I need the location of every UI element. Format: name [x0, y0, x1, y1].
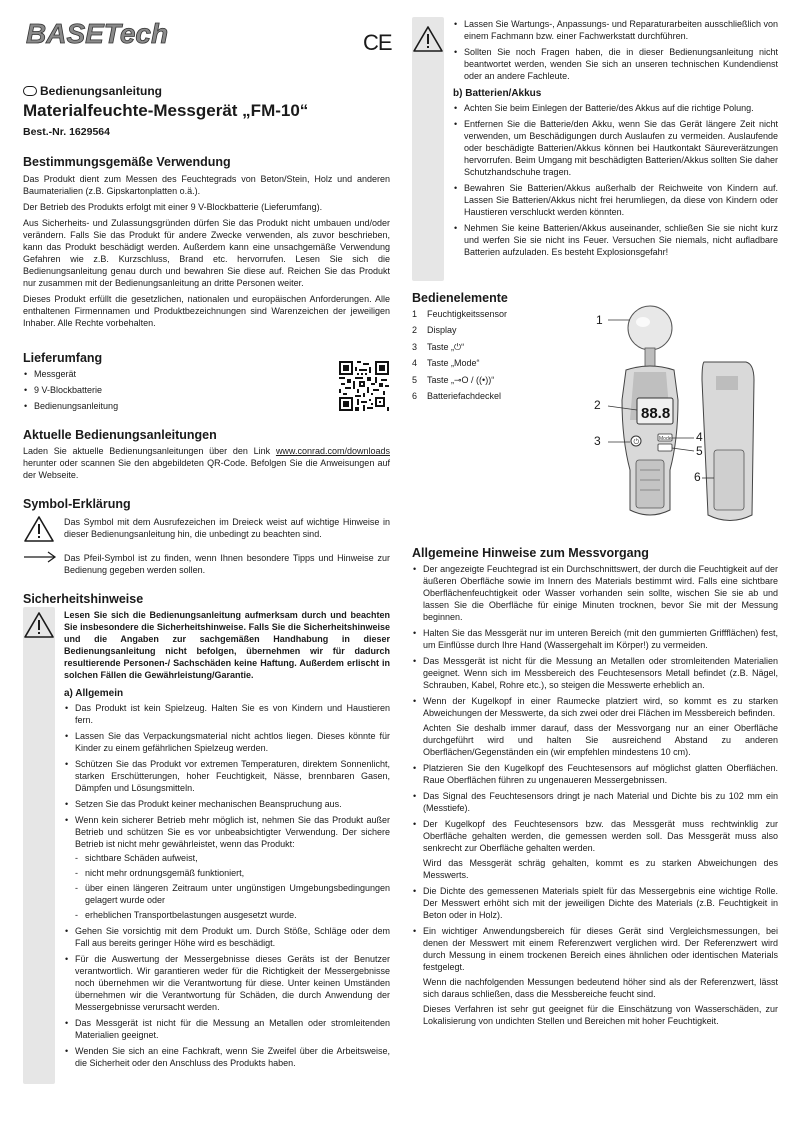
- list-item-text: Der Kugelkopf des Feuchtesensors bzw. das Messgerät muss rechtwinklig zur Oberfläche gehalten werden, die gemessen werden soll. Das Messgerät muss also senkrecht zur Oberfläche gehalten werden.: [423, 819, 778, 853]
- list-item-text: Ein wichtiger Anwendungsbereich für dieses Gerät sind Vergleichsmessungen, bei denen der Messwert mit einem Referenzwert verglichen wird. Der Referenzwert wird durch Messung in einem trockenen Bereich eines ähnlichen oder identischen Materials festgelegt.: [423, 926, 778, 972]
- callout-4: 4: [696, 430, 703, 444]
- callout-5: 5: [696, 444, 703, 458]
- control-item: [412, 390, 501, 402]
- list-item: • Bedienungsanleitung: [23, 400, 323, 412]
- list-item: • Halten Sie das Messgerät nur im unteren Bereich (mit den gummierten Griffflächen) fest, um Einflüsse durch Ihre Hand (Wassergehalt im Körper!) zu vermeiden.: [412, 627, 778, 651]
- order-number: Best.-Nr. 1629564: [23, 126, 110, 138]
- intended-use-p1: Das Produkt dient zum Messen des Feuchtegrads von Beton/Stein, Holz und anderen Baumaterialien (z.B. Gipskartonplatten o.ä.).: [23, 174, 390, 196]
- scope-section: [23, 351, 323, 416]
- safety-heading: Sicherheitshinweise: [23, 592, 144, 606]
- list-item: • Für die Auswertung der Messergebnisse dieses Geräts ist der Benutzer verantwortlich. Wir garantieren weder für die Richtigkeit der Messergebnisse noch übernehmen wir die Verantwortung für diese. Unter keinen Umständen übernehmen wir die Verantwortung für Schäden, die durch Anwendung der Messergebnisse verursacht werden.: [64, 953, 390, 1013]
- control-item: [412, 374, 494, 386]
- safety-intro: Lesen Sie sich die Bedienungsanleitung aufmerksam durch und beachten Sie insbesondere die Sicherheitshinweise. Falls Sie die Sicherheitshinweise und die Angaben zur sachgemäßen Handhabung in dieser Bedienungsanleitung nicht befolgen, übernehmen wir für dadurch resultierende Personen-/ Sachschäden keine Haftung. Außerdem erlischt in solchen Fällen die Gewährleistung/Garantie.: [64, 610, 390, 680]
- page-title: Materialfeuchte-Messgerät „FM-10“: [23, 101, 309, 120]
- safety-warning-icon-continued: [412, 25, 444, 58]
- controls-section: [412, 291, 612, 305]
- list-item: • Die Dichte des gemessenen Materials spielt für das Messergebnis eine wichtige Rolle. Der Messwert erhöht sich mit der jeweiligen Dichte des Materials (z.B. Feuchtigkeit in Beton oder in Holz).: [412, 885, 778, 921]
- list-item: • Entfernen Sie die Batterie/den Akku, wenn Sie das Gerät längere Zeit nicht verwenden, um Beschädigungen durch Auslaufen zu vermeiden. Auslaufende oder beschädigte Batterien/Akkus können bei Hautkontakt Säureverätzungen hervorrufen. Beim Umgang mit beschädigten Batterien/Akkus sollten Sie daher Schutzhandschuhe tragen.: [453, 118, 778, 178]
- list-item-extra: Wird das Messgerät schräg gehalten, kommt es zu starken Abweichungen des Messwerts.: [423, 858, 778, 880]
- arrow-symbol-text: Das Pfeil-Symbol ist zu finden, wenn Ihnen besondere Tipps und Hinweise zur Bedienung gegeben werden sollen.: [64, 553, 390, 575]
- scope-heading: Lieferumfang: [23, 351, 103, 365]
- list-item-text: Wenn der Kugelkopf in einer Raumecke platziert wird, so kommt es zu starken Abweichungen der Messwerte, da sich zwei oder drei Flächen im Messbereich befinden.: [423, 696, 778, 718]
- intended-use-heading: Bestimmungsgemäße Verwendung: [23, 155, 231, 169]
- manual-label-row: [23, 84, 162, 98]
- device-drawing: [590, 300, 780, 540]
- symbols-section: [23, 497, 390, 511]
- list-item: [412, 695, 778, 758]
- callout-6: 6: [694, 470, 701, 484]
- control-label: Taste „Mode“: [427, 358, 480, 368]
- manuals-heading: Aktuelle Bedienungsanleitungen: [23, 428, 217, 442]
- control-label: Batteriefachdeckel: [427, 391, 502, 401]
- symbols-heading: Symbol-Erklärung: [23, 497, 131, 511]
- condition-item: - über einen längeren Zeitraum unter ungünstigen Umgebungsbedingungen gelagert wurde oder: [75, 882, 390, 906]
- measuring-heading: Allgemeine Hinweise zum Messvorgang: [412, 546, 649, 560]
- logo-text: BASETech: [26, 18, 169, 48]
- list-item: • Lassen Sie das Verpackungsmaterial nicht achtlos liegen. Dieses könnte für Kinder zu einem gefährlichen Spielzeug werden.: [64, 730, 390, 754]
- manuals-text: [23, 445, 390, 481]
- list-item: • Das Signal des Feuchtesensors dringt je nach Material und Dichte bis zu 102 mm ein (Messtiefe).: [412, 790, 778, 814]
- list-item: • Lassen Sie Wartungs-, Anpassungs- und Reparaturarbeiten ausschließlich von einem Fachmann bzw. einer Fachwerkstatt durchführen.: [453, 18, 778, 42]
- list-item: • Der angezeigte Feuchtegrad ist ein Durchschnittswert, der durch die Feuchtigkeit auf der äußeren Oberfläche sowie im Innern des Materials bestimmt wird. Falls eine sichtbare Oberflächenfeuchtigkeit oder Wasser vorhanden sein sollte, wischen Sie sie ab und lassen Sie die Oberfläche für einige Minuten trocknen, bevor Sie mit der Messung beginnen.: [412, 563, 778, 623]
- list-item: • Schützen Sie das Produkt vor extremen Temperaturen, direktem Sonnenlicht, starken Erschütterungen, hoher Feuchtigkeit, Nässe, brennbaren Gasen, Dämpfen und Lösungsmitteln.: [64, 758, 390, 794]
- qr-code[interactable]: [339, 360, 389, 412]
- unsafe-item-text: Wenn kein sicherer Betrieb mehr möglich ist, nehmen Sie das Produkt außer Betrieb und schützen Sie es vor unbeabsichtigter Verwendung. Der sichere Betrieb ist nicht mehr gewährleistet, wenn das Produkt:: [75, 815, 390, 849]
- list-item: [412, 925, 778, 1027]
- list-item: • Platzieren Sie den Kugelkopf des Feuchtesensors auf möglichst glatten Oberflächen. Raue Oberflächen führen zu ungenaueren Messergebnissen.: [412, 762, 778, 786]
- downloads-link[interactable]: www.conrad.com/downloads: [275, 446, 390, 456]
- list-item: • Setzen Sie das Produkt keiner mechanischen Beanspruchung aus.: [64, 798, 390, 810]
- callout-3: 3: [594, 434, 601, 448]
- safety-warning-icon: [23, 611, 55, 644]
- intended-use-section: [23, 155, 390, 329]
- measuring-section: [412, 546, 778, 1031]
- list-item: • Wenden Sie sich an eine Fachkraft, wenn Sie Zweifel über die Arbeitsweise, die Sicherheit oder den Anschluss des Produkts haben.: [64, 1045, 390, 1069]
- warning-icon: [23, 515, 55, 548]
- list-item: • Messgerät: [23, 368, 323, 380]
- control-label: Feuchtigkeitssensor: [427, 309, 508, 319]
- arrow-icon: [23, 550, 57, 569]
- control-number: 6: [412, 391, 418, 401]
- safety-sidebar: [23, 607, 55, 1084]
- manuals-section: [23, 428, 390, 481]
- list-item: • Das Messgerät ist nicht für die Messung an Metallen oder stromleitenden Materialien geeignet.: [64, 1017, 390, 1041]
- device-illustration: [590, 300, 780, 540]
- list-item: • 9 V-Blockbatterie: [23, 384, 323, 396]
- condition-item: - erheblichen Transportbelastungen ausgesetzt wurde.: [75, 909, 390, 921]
- control-number: 1: [412, 309, 418, 319]
- list-item: • Das Produkt ist kein Spielzeug. Halten Sie es von Kindern und Haustieren fern.: [64, 702, 390, 726]
- control-number: 4: [412, 358, 418, 368]
- control-label: Taste „⏻“: [427, 342, 465, 352]
- list-item-extra: Achten Sie deshalb immer darauf, dass der Messvorgang nur an einer Oberfläche durchgeführt wird und halten Sie ausreichend Abstand zu anderen Oberflächen/Gegenständen ein (wir empfehlen mindestens 10 cm).: [423, 723, 778, 757]
- general-heading: a) Allgemein: [64, 688, 124, 699]
- ce-mark: CE: [363, 30, 392, 55]
- intended-use-p4: Dieses Produkt erfüllt die gesetzlichen, nationalen und europäischen Anforderungen. Alle enthaltenen Firmennamen und Produktbezeichnungen sind Warenzeichen der jeweiligen Inhaber. Alle Rechte vorbehalten.: [23, 294, 390, 328]
- control-label: Display: [427, 325, 457, 335]
- intended-use-p2: Der Betrieb des Produkts erfolgt mit einer 9 V-Blockbatterie (Lieferumfang).: [23, 202, 323, 212]
- condition-item: - nicht mehr ordnungsgemäß funktioniert,: [75, 867, 390, 879]
- safety-body: [64, 609, 390, 1073]
- manuals-text-before: Laden Sie aktuelle Bedienungsanleitungen über den Link: [23, 446, 276, 456]
- intended-use-p3: Aus Sicherheits- und Zulassungsgründen dürfen Sie das Produkt nicht umbauen und/oder verändern. Falls Sie das Produkt für andere Zwecke verwenden, als zuvor beschrieben, kann das Produkt beschädigt werden. Außerdem kann eine unsachgemäße Verwendung Gefahren wie z.B. Kurzschluss, Brand etc. hervorrufen. Lesen Sie sich die Bedienungsanleitung genau durch und bewahren Sie diese auf. Reichen Sie das Produkt nur zusammen mit der Bedienungsanleitung an dritte Personen weiter.: [23, 218, 390, 288]
- control-number: 3: [412, 342, 418, 352]
- control-number: 2: [412, 325, 418, 335]
- list-item: • Nehmen Sie keine Batterien/Akkus auseinander, schließen Sie sie nicht kurz und werfen Sie sie nicht ins Feuer. Versuchen Sie niemals, nicht aufladbare Batterien aufzuladen. Es besteht Explosionsgefahr!: [453, 222, 778, 258]
- list-item: [64, 814, 390, 921]
- list-item: [412, 818, 778, 881]
- manuals-text-after: herunter oder scannen Sie den abgebildeten QR-Code. Befolgen Sie die Anweisungen auf der Webseite.: [23, 458, 390, 480]
- list-item-extra: Wenn die nachfolgenden Messungen bedeutend höher sind als der Referenzwert, lässt sich daraus schließen, dass die Messbereiche feucht sind.: [423, 977, 778, 999]
- control-label: Taste „⊸O / ((•))“: [427, 375, 495, 385]
- callout-1: 1: [596, 313, 603, 327]
- control-item: [412, 324, 457, 336]
- control-number: 5: [412, 375, 418, 385]
- warning-symbol-text: Das Symbol mit dem Ausrufezeichen im Dreieck weist auf wichtige Hinweise in dieser Bedienungsanleitung hin, die unbedingt zu beachten sind.: [64, 517, 390, 539]
- display-digits: 88.8: [641, 405, 671, 422]
- list-item: • Bewahren Sie Batterien/Akkus außerhalb der Reichweite von Kindern auf. Lassen Sie Batterien/Akkus nicht frei herumliegen, da diese von Kindern oder Haustieren verschluckt werden könnten.: [453, 182, 778, 218]
- battery-heading: b) Batterien/Akkus: [453, 88, 542, 99]
- control-item: [412, 341, 464, 353]
- control-item: [412, 357, 480, 369]
- list-item: • Das Messgerät ist nicht für die Messung an Metallen oder stromleitenden Materialien geeignet. Wenn sich im Messbereich des Feuchtesensors Metall befindet (z.B. Nägel, Schrauben, Kabel, Rohre etc.), so steigen die Messwerte erheblich an.: [412, 655, 778, 691]
- control-item: [412, 308, 507, 320]
- svg-text:⏻: ⏻: [633, 438, 640, 446]
- brand-logo: [24, 18, 244, 48]
- list-item-extra: Dieses Verfahren ist sehr gut geeignet für die Einschätzung von Wasserschäden, zur Lokalisierung von undichten Stellen und Bereichen mit hoher Feuchtigkeit.: [423, 1004, 778, 1026]
- list-item: • Gehen Sie vorsichtig mit dem Produkt um. Durch Stöße, Schläge oder dem Fall aus bereits geringer Höhe wird es beschädigt.: [64, 925, 390, 949]
- condition-item: - sichtbare Schäden aufweist,: [75, 852, 390, 864]
- mode-button-label: Mode: [659, 436, 672, 442]
- safety-body-continued: [453, 18, 778, 262]
- list-item: • Achten Sie beim Einlegen der Batterie/des Akkus auf die richtige Polung.: [453, 102, 778, 114]
- callout-2: 2: [594, 398, 601, 412]
- controls-heading: Bedienelemente: [412, 291, 508, 305]
- manual-label: Bedienungsanleitung: [40, 84, 163, 98]
- book-icon: [23, 86, 37, 96]
- safety-section: [23, 592, 143, 606]
- list-item: • Sollten Sie noch Fragen haben, die in dieser Bedienungsanleitung nicht beantwortet werden, wenden Sie sich an unseren technischen Kundendienst oder an andere Fachleute.: [453, 46, 778, 82]
